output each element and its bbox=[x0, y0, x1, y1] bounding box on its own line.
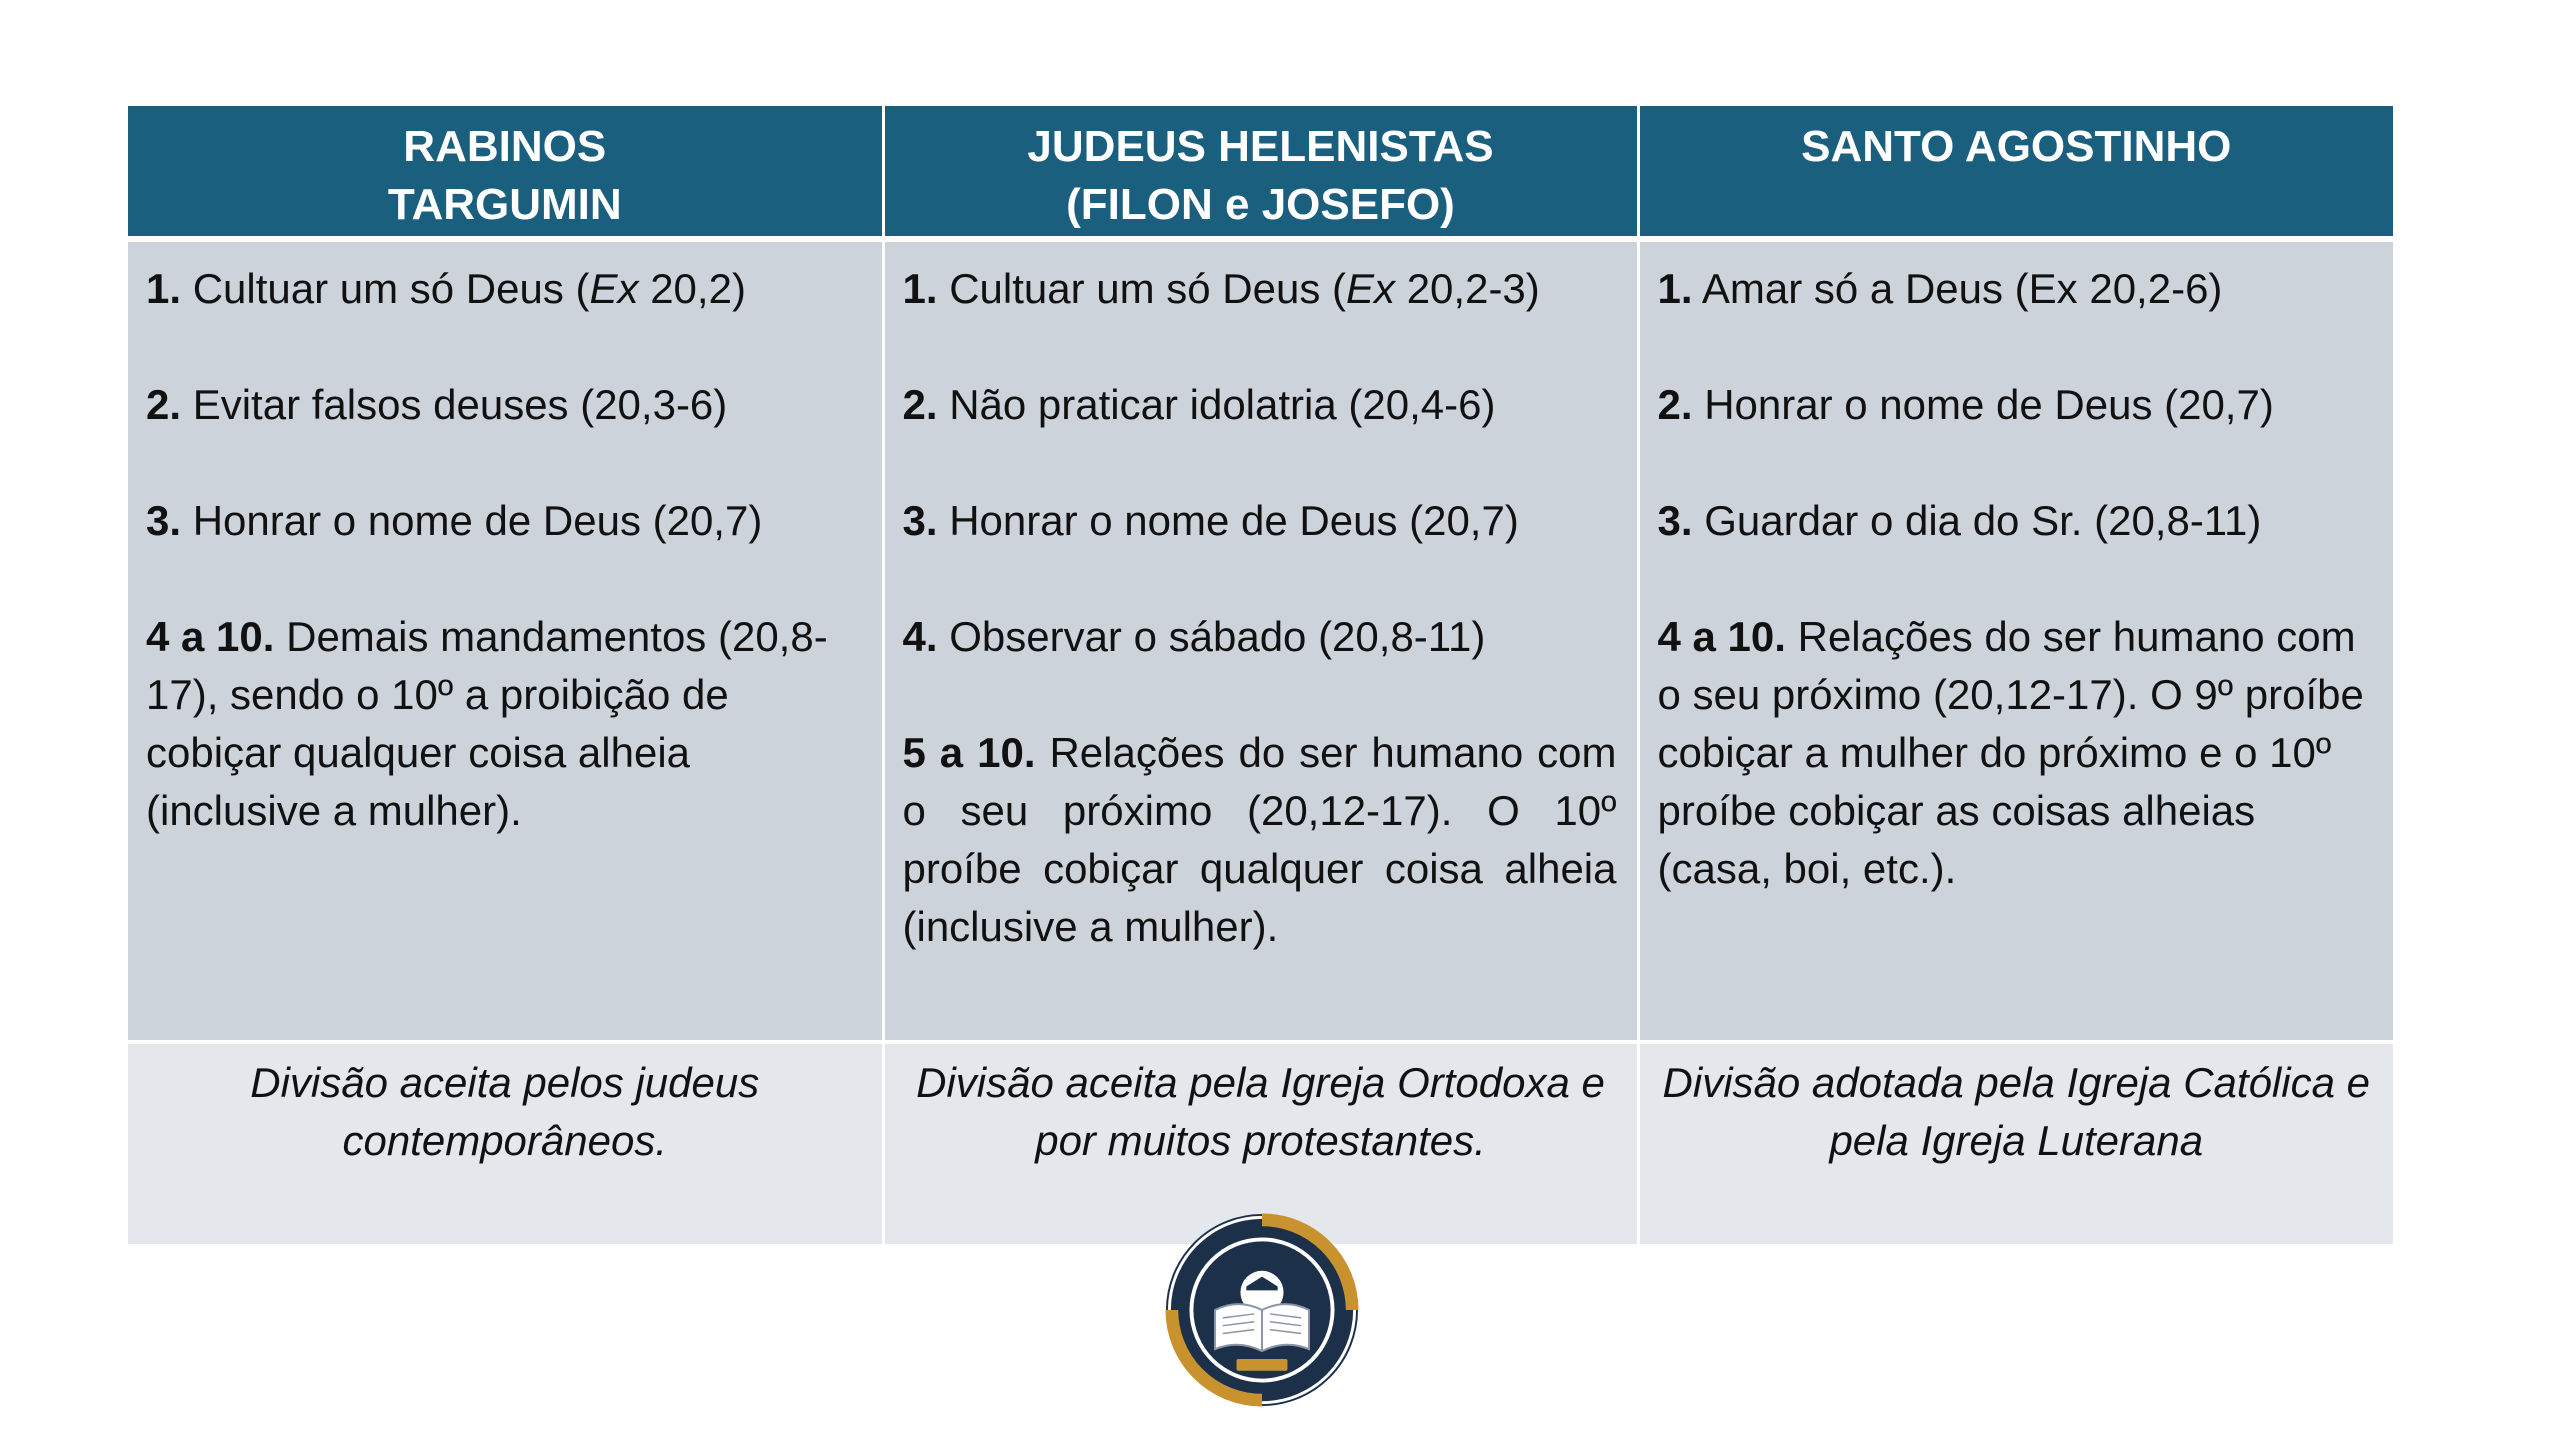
header-row bbox=[128, 106, 2393, 239]
list-item: 2. Honrar o nome de Deus (20,7) bbox=[1657, 381, 2274, 428]
rabinos-commandments bbox=[128, 239, 883, 1042]
list-item: 3. Honrar o nome de Deus (20,7) bbox=[902, 497, 1519, 544]
header-line: JUDEUS HELENISTAS bbox=[1027, 122, 1494, 171]
header-line: TARGUMIN bbox=[387, 180, 622, 229]
list-item: 2. Evitar falsos deuses (20,3-6) bbox=[146, 381, 728, 428]
list-item: 3. Guardar o dia do Sr. (20,8-11) bbox=[1657, 497, 2262, 544]
rabinos-note: Divisão aceita pelos judeus contemporâneos. bbox=[128, 1042, 883, 1244]
commandments-row bbox=[128, 239, 2393, 1042]
header-rabinos bbox=[128, 106, 883, 239]
list-item: 4 a 10. Relações do ser humano com o seu próximo (20,12-17). O 9º proíbe cobiçar a mulher do próximo e o 10º proíbe cobiçar as coisas alheias (casa, boi, etc.). bbox=[1657, 613, 2364, 892]
santo-agostinho-note: Divisão adotada pela Igreja Católica e pela Igreja Luterana bbox=[1638, 1042, 2393, 1244]
list-item: 1. Amar só a Deus (Ex 20,2-6) bbox=[1657, 265, 2223, 312]
list-item: 4. Observar o sábado (20,8-11) bbox=[902, 613, 1486, 660]
institution-seal-icon bbox=[1164, 1212, 1360, 1408]
list-item: 2. Não praticar idolatria (20,4-6) bbox=[902, 381, 1496, 428]
list-item: 3. Honrar o nome de Deus (20,7) bbox=[146, 497, 763, 544]
judeus-helenistas-commandments bbox=[883, 239, 1638, 1042]
header-line: (FILON e JOSEFO) bbox=[1066, 180, 1455, 229]
list-item: 5 a 10. Relações do ser humano com o seu próximo (20,12-17). O 10º proíbe cobiçar qualquer coisa alheia (inclusive a mulher). bbox=[902, 729, 1617, 950]
list-item: 4 a 10. Demais mandamentos (20,8-17), sendo o 10º a proibição de cobiçar qualquer coisa alheia (inclusive a mulher). bbox=[146, 613, 828, 834]
header-line: RABINOS bbox=[403, 122, 607, 171]
header-line: SANTO AGOSTINHO bbox=[1801, 122, 2232, 171]
santo-agostinho-commandments bbox=[1638, 239, 2393, 1042]
list-item: 1. Cultuar um só Deus (Ex 20,2-3) bbox=[902, 265, 1540, 312]
header-judeus-helenistas bbox=[883, 106, 1638, 239]
commandments-division-table bbox=[128, 106, 2393, 1244]
list-item: 1. Cultuar um só Deus (Ex 20,2) bbox=[146, 265, 746, 312]
judeus-helenistas-note: Divisão aceita pela Igreja Ortodoxa e por muitos protestantes. bbox=[883, 1042, 1638, 1244]
header-santo-agostinho bbox=[1638, 106, 2393, 239]
